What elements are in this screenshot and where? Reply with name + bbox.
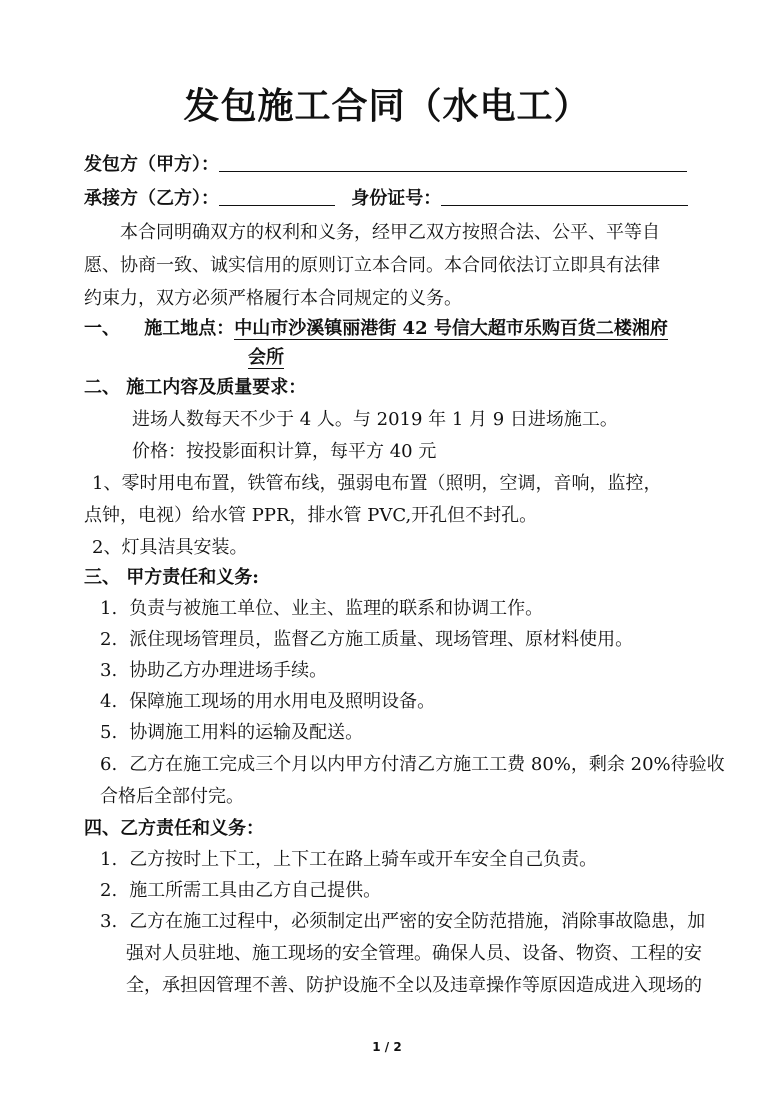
list-item-text: 保障施工现场的用水用电及照明设备。 bbox=[129, 691, 436, 712]
list-item bbox=[100, 876, 381, 906]
list-item-text: 协调施工用料的运输及配送。 bbox=[129, 722, 364, 743]
section-2-line: 1、零时用电布置，铁管布线，强弱电布置（照明，空调，音响，监控， bbox=[92, 473, 662, 494]
list-item-number: 4. bbox=[100, 691, 118, 712]
intro-line-2: 愿、协商一致、诚实信用的原则订立本合同。本合同依法订立即具有法律 bbox=[84, 255, 660, 276]
list-item bbox=[100, 718, 363, 748]
page-number: 1 / 2 bbox=[372, 1040, 402, 1054]
list-item-text: 乙方在施工过程中，必须制定出严密的安全防范措施，消除事故隐患，加 bbox=[129, 911, 706, 932]
list-item-text: 协助乙方办理进场手续。 bbox=[129, 660, 328, 681]
list-item-text: 负责与被施工单位、业主、监理的联系和协调工作。 bbox=[129, 598, 544, 619]
section-1-address-cont bbox=[248, 343, 284, 373]
list-item-continuation: 强对人员驻地、施工现场的安全管理。确保人员、设备、物资、工程的安 bbox=[126, 943, 702, 964]
list-item-number: 1. bbox=[100, 849, 118, 870]
party-a-blank bbox=[219, 151, 687, 172]
list-item-text: 派住现场管理员，监督乙方施工质量、现场管理、原材料使用。 bbox=[129, 629, 634, 650]
list-item-number: 2. bbox=[100, 880, 118, 901]
id-blank bbox=[441, 185, 688, 206]
section-1-address-line-2: 会所 bbox=[248, 347, 284, 368]
section-1-address: 中山市沙溪镇丽港街 42 号信大超市乐购百货二楼湘府 bbox=[234, 318, 668, 339]
list-item-number: 6. bbox=[100, 754, 118, 775]
list-item bbox=[100, 687, 435, 717]
party-a-label: 发包方（甲方）： bbox=[84, 154, 219, 175]
section-1-number: 一、 bbox=[84, 318, 120, 339]
section-2-line: 点钟，电视）给水管 PPR，排水管 PVC,开孔但不封孔。 bbox=[84, 505, 538, 526]
list-item-number: 5. bbox=[100, 722, 118, 743]
section-2-line: 进场人数每天不少于 4 人。与 2019 年 1 月 9 日进场施工。 bbox=[132, 409, 618, 430]
party-b-row bbox=[84, 184, 688, 214]
list-item-number: 2. bbox=[100, 629, 118, 650]
list-item-text: 施工所需工具由乙方自己提供。 bbox=[129, 880, 382, 901]
list-item-text: 乙方在施工完成三个月以内甲方付清乙方施工工费 80%，剩余 20%待验收 bbox=[129, 754, 725, 775]
list-item bbox=[100, 594, 543, 624]
intro-line-1: 本合同明确双方的权利和义务，经甲乙双方按照合法、公平、平等自 bbox=[120, 222, 660, 243]
list-item bbox=[100, 656, 327, 686]
party-a-row bbox=[84, 150, 687, 180]
section-3-heading: 三、 甲方责任和义务: bbox=[84, 567, 259, 588]
section-1-row bbox=[84, 314, 668, 344]
section-4-heading: 四、乙方责任和义务： bbox=[84, 818, 264, 839]
section-2-line: 价格：按投影面积计算，每平方 40 元 bbox=[132, 441, 437, 462]
section-2-heading: 二、 施工内容及质量要求： bbox=[84, 377, 307, 398]
party-b-blank bbox=[219, 185, 335, 206]
intro-line-3: 约束力，双方必须严格履行本合同规定的义务。 bbox=[84, 288, 462, 309]
list-item-number: 3. bbox=[100, 911, 118, 932]
list-item-continuation: 全，承担因管理不善、防护设施不全以及违章操作等原因造成进入现场的 bbox=[126, 975, 702, 996]
section-1-label: 施工地点： bbox=[144, 318, 235, 339]
list-item-continuation: 合格后全部付完。 bbox=[100, 786, 244, 807]
list-item-text: 乙方按时上下工，上下工在路上骑车或开车安全自己负责。 bbox=[129, 849, 598, 870]
party-b-label: 承接方（乙方）： bbox=[84, 188, 219, 209]
list-item-number: 3. bbox=[100, 660, 118, 681]
page-title: 发包施工合同（水电工） bbox=[183, 85, 591, 127]
list-item bbox=[100, 845, 597, 875]
list-item bbox=[100, 750, 725, 780]
section-2-line: 2、灯具洁具安装。 bbox=[92, 537, 248, 558]
list-item bbox=[100, 625, 633, 655]
id-label: 身份证号： bbox=[351, 188, 442, 209]
list-item bbox=[100, 907, 705, 937]
list-item-number: 1. bbox=[100, 598, 118, 619]
